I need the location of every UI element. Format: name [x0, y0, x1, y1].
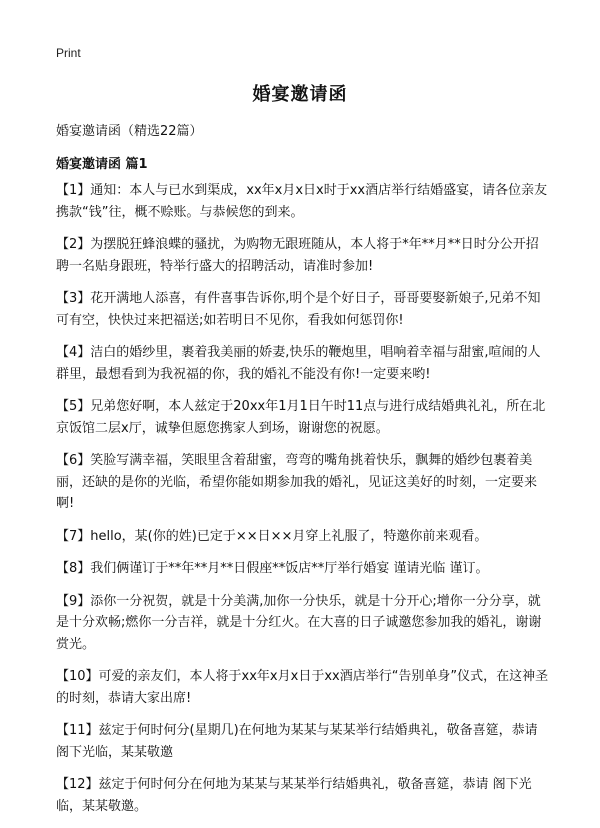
list-item: 【9】添你一分祝贺，就是十分美满,加你一分快乐，就是十分开心;增你一分分享，就是十分欢畅;燃你一分吉祥，就是十分红火。在大喜的日子诚邀您参加我的婚礼，谢谢赏光。 [56, 593, 542, 652]
list-item: 【2】为摆脱狂蜂浪蝶的骚扰，为购物无跟班随从，本人将于*年**月**日时分公开招聘一名贴身跟班，特举行盛大的招聘活动，请准时参加! [56, 237, 539, 274]
list-item: 【4】洁白的婚纱里，裹着我美丽的娇妻,快乐的鞭炮里，唱响着幸福与甜蜜,喧闹的人群里，最想看到为我祝福的你，我的婚礼不能没有你!一定要来哟! [56, 345, 541, 382]
section-heading: 婚宴邀请函 篇1 [56, 157, 148, 172]
print-link[interactable]: Print [56, 46, 81, 60]
list-item: 【1】通知：本人与已水到渠成，xx年x月x日x时于xx酒店举行结婚盛宴，请各位亲友携款“钱”往，概不赊账。与恭候您的到来。 [56, 183, 548, 220]
list-item: 【8】我们俩谨订于**年**月**日假座**饭店**厅举行婚宴 谨请光临 谨订。 [56, 561, 489, 576]
list-item: 【7】hello，某(你的姓)已定于××日××月穿上礼服了，特邀你前来观看。 [56, 528, 488, 544]
list-item: 【12】兹定于何时何分在何地为某某与某某举行结婚典礼，敬备喜筵，恭请 阁下光临，某某敬邀。 [56, 777, 532, 814]
document-subtitle: 婚宴邀请函（精选22篇） [56, 124, 203, 139]
list-item: 【3】花开满地人添喜，有件喜事告诉你,明个是个好日子，哥哥要娶新娘子,兄弟不知可有空，快快过来把福送;如若明日不见你，看我如何惩罚你! [56, 291, 541, 328]
list-item: 【6】笑脸写满幸福，笑眼里含着甜蜜，弯弯的嘴角挑着快乐，飘舞的婚纱包裹着美丽，还缺的是你的光临，希望你能如期参加我的婚礼，见证这美好的时刻，一定要来啊! [56, 453, 538, 511]
list-item: 【11】兹定于何时何分(星期几)在何地为某某与某某举行结婚典礼，敬备喜筵，恭请阁下光临，某某敬邀 [56, 723, 538, 760]
list-item: 【5】兄弟您好啊，本人兹定于20xx年1月1日午时11点与进行成结婚典礼礼，所在北京饭馆二层x厅，诚挚但愿您携家人到场，谢谢您的祝愿。 [56, 399, 546, 436]
page-title: 婚宴邀请函 [252, 84, 348, 105]
list-item: 【10】可爱的亲友们，本人将于xx年x月x日于xx酒店举行“告别单身”仪式，在这神圣的时刻，恭请大家出席! [56, 669, 549, 706]
item-list [56, 180, 550, 828]
